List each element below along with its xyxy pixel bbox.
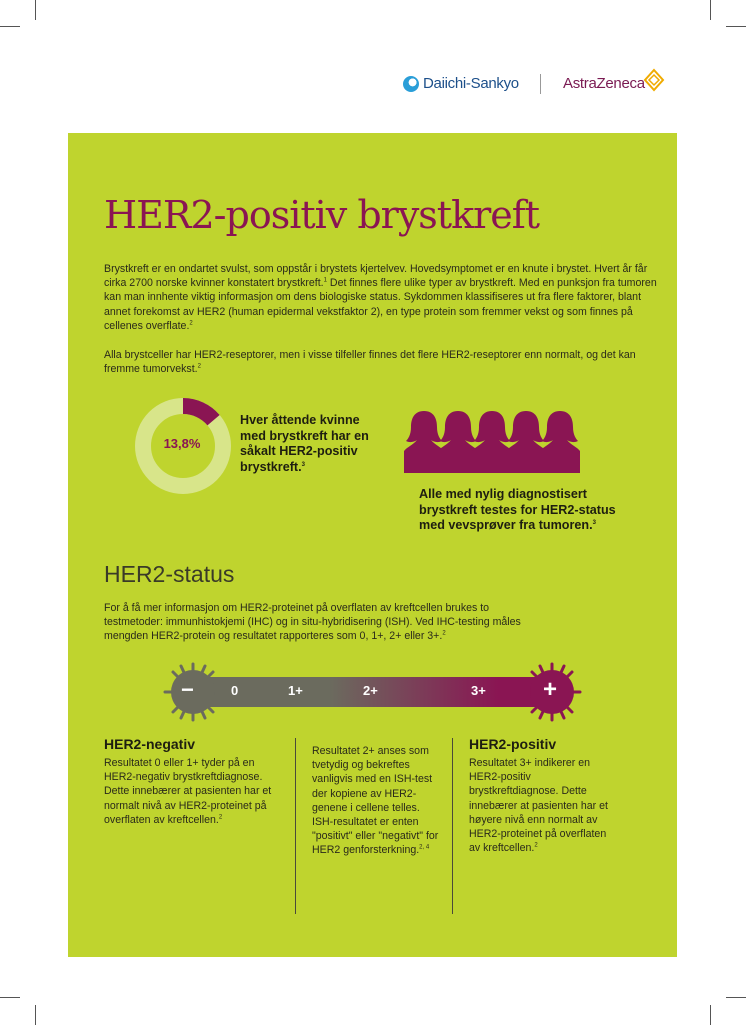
scale-label-1plus: 1+ (288, 683, 303, 698)
her2-positive-text: Resultatet 3+ indikerer en HER2-positiv brystkreftdiagnose. Dette innebærer at pasienten har et høyere nivå enn normalt av HER2-proteinet på overflaten av kreftcellen.$^2$ (469, 757, 608, 855)
scale-minus: − (181, 677, 194, 702)
scale-label-0: 0 (231, 683, 239, 698)
intro-paragraph-2: Alla brystceller har HER2-reseptorer, men i visse tilfeller finnes det flere HER2-reseptorer enn normalt, og det kan fremme tumorvekst.$^2$ (104, 349, 636, 376)
scale-plus: + (543, 676, 558, 703)
scale-label-2plus: 2+ (363, 683, 378, 698)
crop-mark (710, 0, 711, 20)
section-title: HER2-status (104, 561, 235, 587)
women-silhouettes-icon (404, 409, 584, 475)
her2-negative-title: HER2-negativ (104, 736, 196, 752)
column-divider (295, 738, 296, 914)
astrazeneca-logo: AstraZeneca (563, 75, 645, 92)
column-divider (452, 738, 453, 914)
stat-text-people: Alle med nylig diagnostisert brystkreft testes for HER2-status med vevsprøver fra tumoren.$^3$ (419, 487, 616, 532)
her2-negative-text: Resultatet 0 eller 1+ tyder på en HER2-negativ brystkreftdiagnose. Dette innebærer at pasienten har et normalt nivå av HER2-proteinet på overflaten av kreftcellen.$^2$ (104, 757, 272, 826)
daiichi-sankyo-logo: Daiichi-Sankyo (423, 75, 519, 92)
donut-value: 13,8% (163, 436, 201, 451)
crop-mark (710, 1005, 711, 1025)
crop-mark (726, 997, 746, 998)
daiichi-sankyo-logo-icon (403, 76, 419, 92)
her2-positive-title: HER2-positiv (469, 736, 557, 752)
astrazeneca-logo-icon (643, 68, 665, 94)
stat-text-donut: Hver åttende kvinne med brystkreft har en såkalt HER2-positiv brystkreft.$^3$ (240, 413, 369, 474)
intro-paragraph: Brystkreft er en ondartet svulst, som oppstår i brystets kjertelvev. Hovedsymptomet er en knute i brystet. Hvert år får cirka 2700 norske kvinner konstatert brystkreft.$^1$ Det finnes flere ulike typer av brystkreft. Med en punksjon fra tumoren kan man innhente viktig informasjon om dens biologiske status. Sykdommen klassifiseres ut fra flere faktorer, blant annet forekomst av HER2 (human epidermal vekstfaktor 2), en type protein som fremmer vekst og som finnes på cellenes overflate.$^2$ (104, 263, 657, 332)
crop-mark (35, 1005, 36, 1025)
crop-mark (726, 26, 746, 27)
crop-mark (35, 0, 36, 20)
scale-label-3plus: 3+ (471, 683, 486, 698)
her2-equivocal-text: Resultatet 2+ anses som tvetydig og bekreftes vanligvis med en ISH-test der kopiene av HER2-genene i cellene telles. ISH-resultatet er enten "positivt" eller "negativt" for HER2 genforsterkning.$^{2, 4}$ (312, 745, 439, 857)
logo-divider (540, 74, 541, 94)
her2-status-intro: For å få mer informasjon om HER2-proteinet på overflaten av kreftcellen brukes to testmetoder: immunhistokjemi (IHC) og in situ-hybridisering (ISH). Ved IHC-testing måles mengden HER2-protein og resultatet rapporteres som 0, 1+, 2+ eller 3+.$^2$ (104, 602, 521, 643)
crop-mark (0, 26, 20, 27)
crop-mark (0, 997, 20, 998)
page-title: HER2-positiv brystkreft (104, 193, 540, 237)
logo-bar (0, 74, 746, 96)
